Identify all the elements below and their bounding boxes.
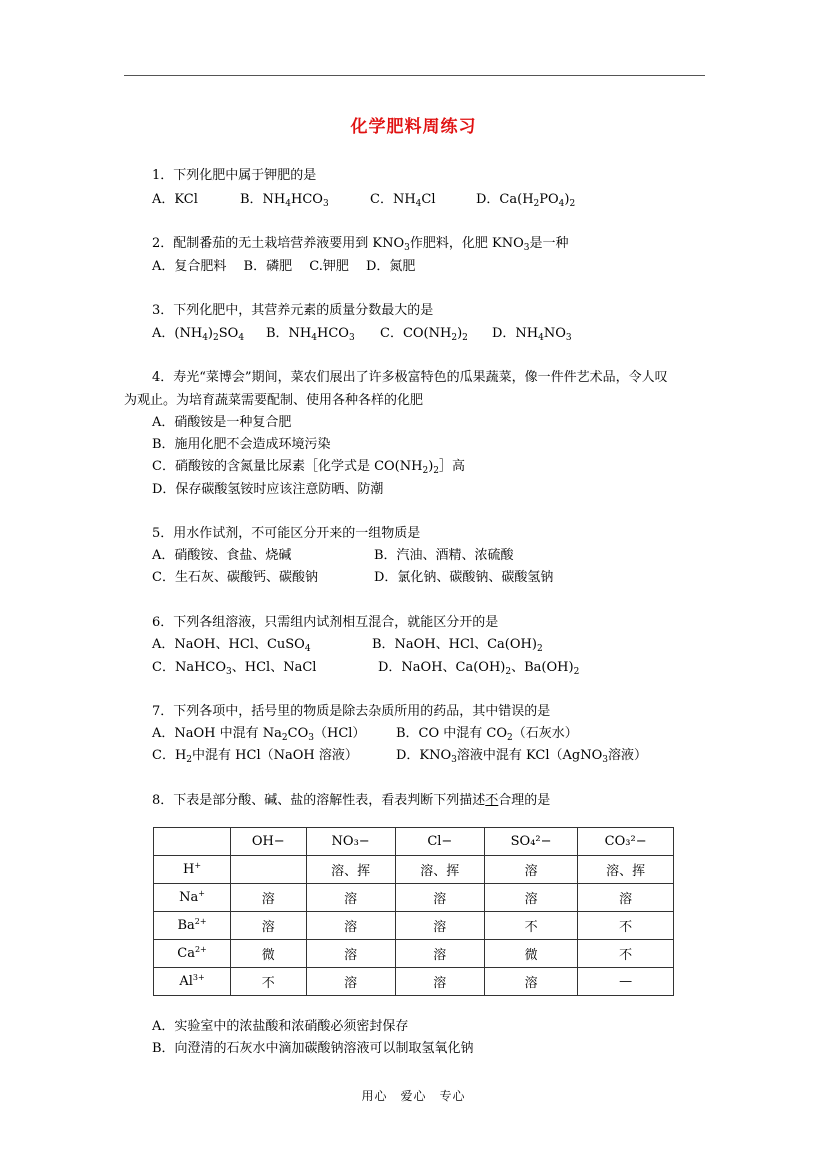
table-row <box>154 912 674 940</box>
q6-option-b: B．NaOH、HCl、$Ca(OH)_2$ <box>372 637 543 654</box>
q1-option-c: C．$NH_4Cl$ <box>370 192 436 209</box>
table-cell: 溶 <box>306 884 395 912</box>
q7-option-d: D．$KNO_3$溶液中混有 KCl（AgNO$_3$溶液） <box>396 748 647 765</box>
table-header-cell: NO₃− <box>306 828 395 856</box>
cation-cell: $Al^{3+}$ <box>154 968 231 996</box>
q5-option-d: D．氯化钠、碳酸钠、碳酸氢钠 <box>374 570 554 585</box>
table-cell: 溶 <box>306 968 395 996</box>
table-cell: 溶 <box>484 968 577 996</box>
q3-option-d: D．$NH_4NO_3$ <box>492 326 572 343</box>
q2-stem: 2．配制番茄的无土栽培营养液要用到 $KNO_3$作肥料，化肥 $KNO_3$是一种 <box>152 236 569 253</box>
table-cell: 溶、挥 <box>395 856 484 884</box>
table-cell: 不 <box>578 940 674 968</box>
q6-option-d: D．NaOH、$Ca(OH)_2$、$Ba(OH)_2$ <box>378 660 580 677</box>
q6-option-c: C．NaHCO$_3$、HCl、NaCl <box>152 660 317 677</box>
q4-option-c: C．硝酸铵的含氮量比尿素［化学式是 $CO(NH_2)_2]$高 <box>152 459 466 476</box>
table-header-cell: Cl− <box>395 828 484 856</box>
table-row <box>154 968 674 996</box>
q5-option-a: A．硝酸铵、食盐、烧碱 <box>152 548 292 563</box>
table-cell: 溶 <box>484 856 577 884</box>
cation-cell: Na+ <box>154 884 231 912</box>
table-cell: 溶 <box>231 912 307 940</box>
table-cell: 溶 <box>395 912 484 940</box>
cation-cell: $Ca^{2+}$ <box>154 940 231 968</box>
q3-option-a: A．$(NH_4)_2SO_4$ <box>152 326 245 343</box>
table-header-cell: CO₃²− <box>578 828 674 856</box>
table-cell: 微 <box>231 940 307 968</box>
q7-option-a: A．NaOH 中混有 $Na_2CO_3(HCl)$ <box>152 726 366 743</box>
q8-option-a: A．实验室中的浓盐酸和浓硝酸必须密封保存 <box>152 1019 409 1034</box>
q6-stem: 6．下列各组溶液，只需组内试剂相互混合，就能区分开的是 <box>152 615 499 630</box>
table-cell: 溶 <box>484 884 577 912</box>
table-cell: 不 <box>578 912 674 940</box>
table-row <box>154 884 674 912</box>
table-cell: 溶 <box>306 940 395 968</box>
q4-option-d: D．保存碳酸氢铵时应该注意防晒、防潮 <box>152 482 384 497</box>
q3-option-b: B．$NH_4HCO_3$ <box>266 326 355 343</box>
q1-option-b: B．$NH_4HCO_3$ <box>240 192 329 209</box>
table-cell: 不 <box>484 912 577 940</box>
table-cell: 溶 <box>578 884 674 912</box>
cation-cell: $Ba^{2+}$ <box>154 912 231 940</box>
table-cell: 微 <box>484 940 577 968</box>
table-cell: 溶 <box>395 940 484 968</box>
table-header-cell: OH− <box>231 828 307 856</box>
table-row <box>154 856 674 884</box>
q2-options: A．复合肥料 B．磷肥 C.钾肥 D．氮肥 <box>152 259 416 274</box>
table-cell: 不 <box>231 968 307 996</box>
q5-option-c: C．生石灰、碳酸钙、碳酸钠 <box>152 570 318 585</box>
table-row <box>154 940 674 968</box>
q7-stem: 7．下列各项中，括号里的物质是除去杂质所用的药品，其中错误的是 <box>152 704 551 719</box>
page-footer: 用心 爱心 专心 <box>361 1089 466 1103</box>
q7-option-b: B．CO 中混有 $CO_2$（石灰水） <box>396 726 578 743</box>
page-title: 化学肥料周练习 <box>350 117 477 137</box>
q8-option-b: B．向澄清的石灰水中滴加碳酸钠溶液可以制取氢氧化钠 <box>152 1041 474 1056</box>
table-cell: — <box>578 968 674 996</box>
table-cell <box>231 856 307 884</box>
q6-option-a: A．NaOH、HCl、CuSO$_4$ <box>152 637 311 654</box>
q4-option-a: A．硝酸铵是一种复合肥 <box>152 415 292 430</box>
table-cell: 溶 <box>231 884 307 912</box>
q3-option-c: C．$CO(NH_2)_2$ <box>380 326 468 343</box>
q5-option-b: B．汽油、酒精、浓硫酸 <box>374 548 514 563</box>
q4-stem-line1: 4．寿光“菜博会”期间，菜农们展出了许多极富特色的瓜果蔬菜，像一件件艺术品，令人叹 <box>152 370 668 385</box>
table-header-row <box>154 828 674 856</box>
q1-stem: 1．下列化肥中属于钾肥的是 <box>152 168 317 183</box>
solubility-table <box>153 827 674 996</box>
table-cell: 溶 <box>395 884 484 912</box>
table-cell: 溶、挥 <box>306 856 395 884</box>
table-header-cell <box>154 828 231 856</box>
table-cell: 溶、挥 <box>578 856 674 884</box>
table-header-cell: SO₄²− <box>484 828 577 856</box>
cation-cell: H+ <box>154 856 231 884</box>
q1-option-a: A．KCl <box>152 192 198 207</box>
q7-option-c: C．$H_2$中混有 HCl（NaOH 溶液） <box>152 748 358 765</box>
table-cell: 溶 <box>395 968 484 996</box>
header-rule <box>124 75 705 76</box>
q4-option-b: B．施用化肥不会造成环境污染 <box>152 437 331 452</box>
q3-stem: 3．下列化肥中，其营养元素的质量分数最大的是 <box>152 303 434 318</box>
table-cell: 溶 <box>306 912 395 940</box>
q4-stem-line2: 为观止。为培育蔬菜需要配制、使用各种各样的化肥 <box>124 393 424 408</box>
q1-option-d: D．$Ca(H_2PO_4)_2$ <box>476 192 576 209</box>
q5-stem: 5．用水作试剂，不可能区分开来的一组物质是 <box>152 526 421 541</box>
q8-stem: 8．下表是部分酸、碱、盐的溶解性表，看表判断下列描述不合理的是 <box>152 793 551 808</box>
